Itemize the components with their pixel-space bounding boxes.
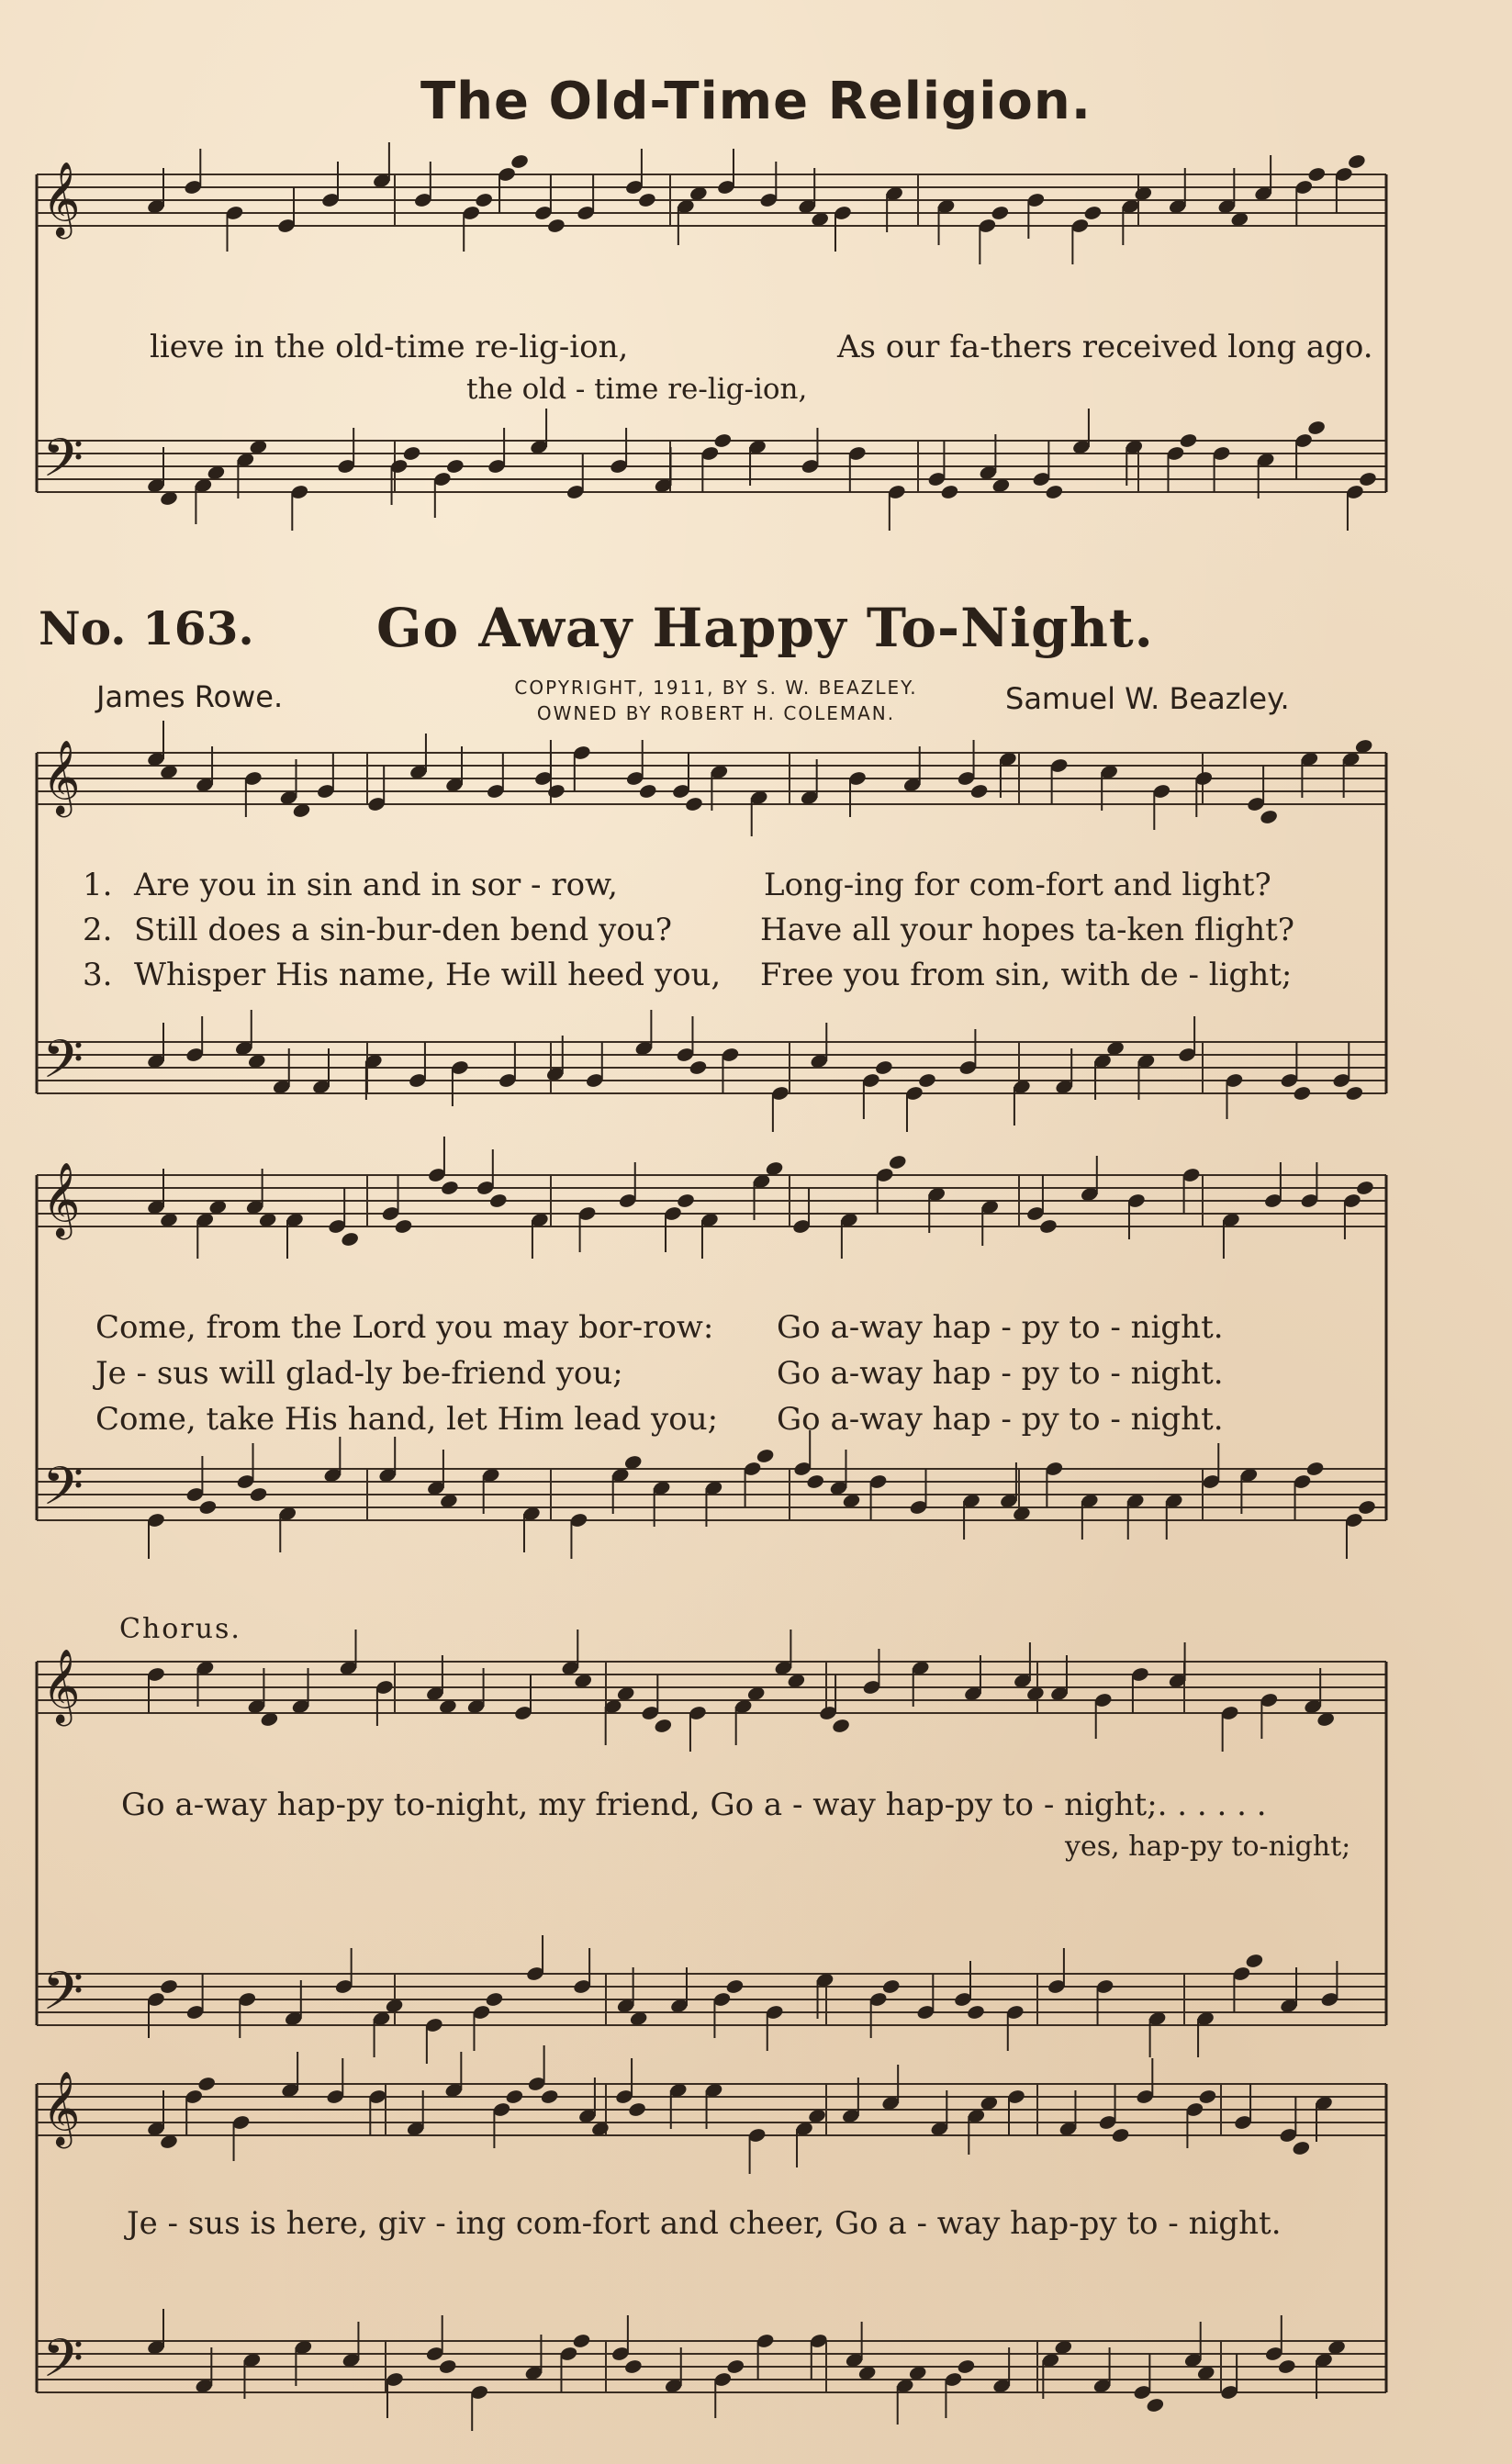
note-head — [1355, 1180, 1374, 1196]
note-head — [1245, 1953, 1264, 1969]
note-head — [917, 1072, 936, 1089]
treble-clef-icon: 𝄞 — [42, 1648, 81, 1723]
verse-number: 2. — [83, 912, 113, 948]
note-head — [725, 1978, 745, 1995]
treble-clef-icon: 𝄞 — [42, 739, 81, 814]
note-head — [1259, 809, 1278, 825]
chorus-line-1: Go a-way hap-py to-night, my friend, Go a - way hap-py to - night;. . . . . . — [121, 1786, 1267, 1823]
bass-clef-icon: 𝄢 — [42, 2327, 84, 2402]
previous-hymn-title: The Old-Time Religion. — [420, 72, 1092, 131]
note-head — [806, 1473, 825, 1490]
note-head — [249, 1486, 268, 1503]
staff-system-4 — [0, 2070, 1512, 2437]
note-head — [572, 2333, 591, 2349]
note-head — [340, 1231, 359, 1248]
note-head — [1045, 484, 1064, 500]
note-head — [510, 153, 529, 170]
note-head — [713, 432, 733, 449]
note-head — [684, 796, 703, 812]
copyright-line: COPYRIGHT, 1911, BY S. W. BEAZLEY. — [514, 677, 918, 699]
note-head — [888, 1154, 907, 1170]
note-head — [756, 1448, 775, 1464]
note-head — [540, 2089, 559, 2105]
note-head — [1357, 1499, 1376, 1516]
note-head — [159, 1978, 178, 1995]
previous-hymn-lyric-alto: the old - time re-lig-ion, — [466, 373, 808, 406]
hymn-composer: Samuel W. Beazley. — [1005, 681, 1290, 716]
verse-2-line-2: Have all your hopes ta-ken flight? — [760, 912, 1294, 948]
note-head — [394, 1218, 413, 1235]
bass-clef-icon: 𝄢 — [42, 1028, 84, 1103]
note-head — [1083, 205, 1103, 221]
note-head — [475, 192, 494, 208]
note-head — [637, 192, 656, 208]
note-head — [957, 2358, 976, 2375]
bass-clef-icon: 𝄢 — [42, 427, 84, 502]
note-head — [676, 1193, 695, 1209]
note-head — [402, 445, 421, 462]
treble-clef-icon: 𝄞 — [42, 2070, 81, 2145]
note-head — [969, 783, 989, 800]
previous-hymn-lyric: As our fa-thers received long ago. — [837, 329, 1373, 365]
note-head — [831, 1718, 850, 1734]
hymn-author: James Rowe. — [96, 679, 284, 714]
note-head — [438, 2358, 457, 2375]
note-head — [654, 1718, 673, 1734]
note-head — [1293, 1085, 1312, 1102]
note-head — [1307, 166, 1327, 183]
note-head — [881, 1978, 901, 1995]
note-head — [197, 2076, 217, 2092]
verse-3-line-1: Whisper His name, He will heed you, — [134, 957, 722, 993]
verse-1-line-4: Go a-way hap - py to - night. — [777, 1309, 1224, 1346]
verse-3-line-3: Come, take His hand, let Him lead you; — [95, 1401, 719, 1438]
verse-2-line-1: Still does a sin-bur-den bend you? — [134, 912, 672, 948]
verse-1-line-2: Long-ing for com-fort and light? — [764, 867, 1271, 903]
note-head — [440, 1180, 459, 1196]
note-head — [623, 2358, 643, 2375]
verse-2-line-3: Je - sus will glad-ly be-friend you; — [95, 1355, 623, 1392]
verse-1-line-3: Come, from the Lord you may bor-row: — [95, 1309, 714, 1346]
note-head — [1179, 432, 1198, 449]
verse-number: 3. — [83, 957, 113, 993]
note-head — [940, 484, 959, 500]
note-head — [1146, 2397, 1165, 2414]
bass-clef-icon: 𝄢 — [42, 1960, 84, 2035]
verse-3-line-2: Free you from sin, with de - light; — [760, 957, 1293, 993]
note-head — [1345, 1085, 1364, 1102]
note-head — [488, 1193, 508, 1209]
note-head — [505, 2089, 524, 2105]
bass-clef-icon: 𝄢 — [42, 1455, 84, 1530]
note-head — [445, 458, 465, 475]
copyright-line: OWNED BY ROBERT H. COLEMAN. — [536, 702, 896, 724]
note-head — [966, 2004, 985, 2021]
treble-clef-icon: 𝄞 — [42, 161, 81, 236]
note-head — [1277, 2358, 1296, 2375]
note-head — [689, 1059, 708, 1076]
note-head — [638, 783, 657, 800]
note-head — [485, 1991, 504, 2008]
note-head — [1038, 1218, 1058, 1235]
note-head — [1198, 2089, 1217, 2105]
chorus-label: Chorus. — [119, 1613, 241, 1645]
treble-clef-icon: 𝄞 — [42, 1161, 81, 1237]
note-head — [1292, 2140, 1311, 2156]
chorus-line-2: Je - sus is here, giv - ing com-fort and cheer, Go a - way hap-py to - night. — [127, 2205, 1282, 2242]
note-head — [546, 783, 566, 800]
chorus-echo: yes, hap-py to-night; — [1065, 1831, 1351, 1863]
note-head — [198, 1499, 218, 1516]
note-head — [1347, 153, 1366, 170]
note-head — [627, 2101, 646, 2118]
hymn-number: No. 163. — [39, 601, 254, 655]
note-head — [991, 205, 1010, 221]
note-head — [726, 2358, 745, 2375]
note-head — [1305, 1461, 1325, 1477]
verse-2-line-4: Go a-way hap - py to - night. — [777, 1355, 1224, 1392]
verse-number: 1. — [83, 867, 113, 903]
note-head — [874, 1059, 893, 1076]
note-head — [1111, 2127, 1130, 2144]
verse-1-line-1: Are you in sin and in sor - row, — [134, 867, 618, 903]
previous-hymn-lyric: lieve in the old-time re-lig-ion, — [150, 329, 629, 365]
copyright-notice — [477, 675, 955, 726]
note-head — [1358, 471, 1377, 487]
note-head — [1306, 420, 1326, 436]
note-head — [546, 218, 566, 234]
hymn-title: Go Away Happy To-Night. — [376, 597, 1154, 659]
verse-3-line-4: Go a-way hap - py to - night. — [777, 1401, 1224, 1438]
